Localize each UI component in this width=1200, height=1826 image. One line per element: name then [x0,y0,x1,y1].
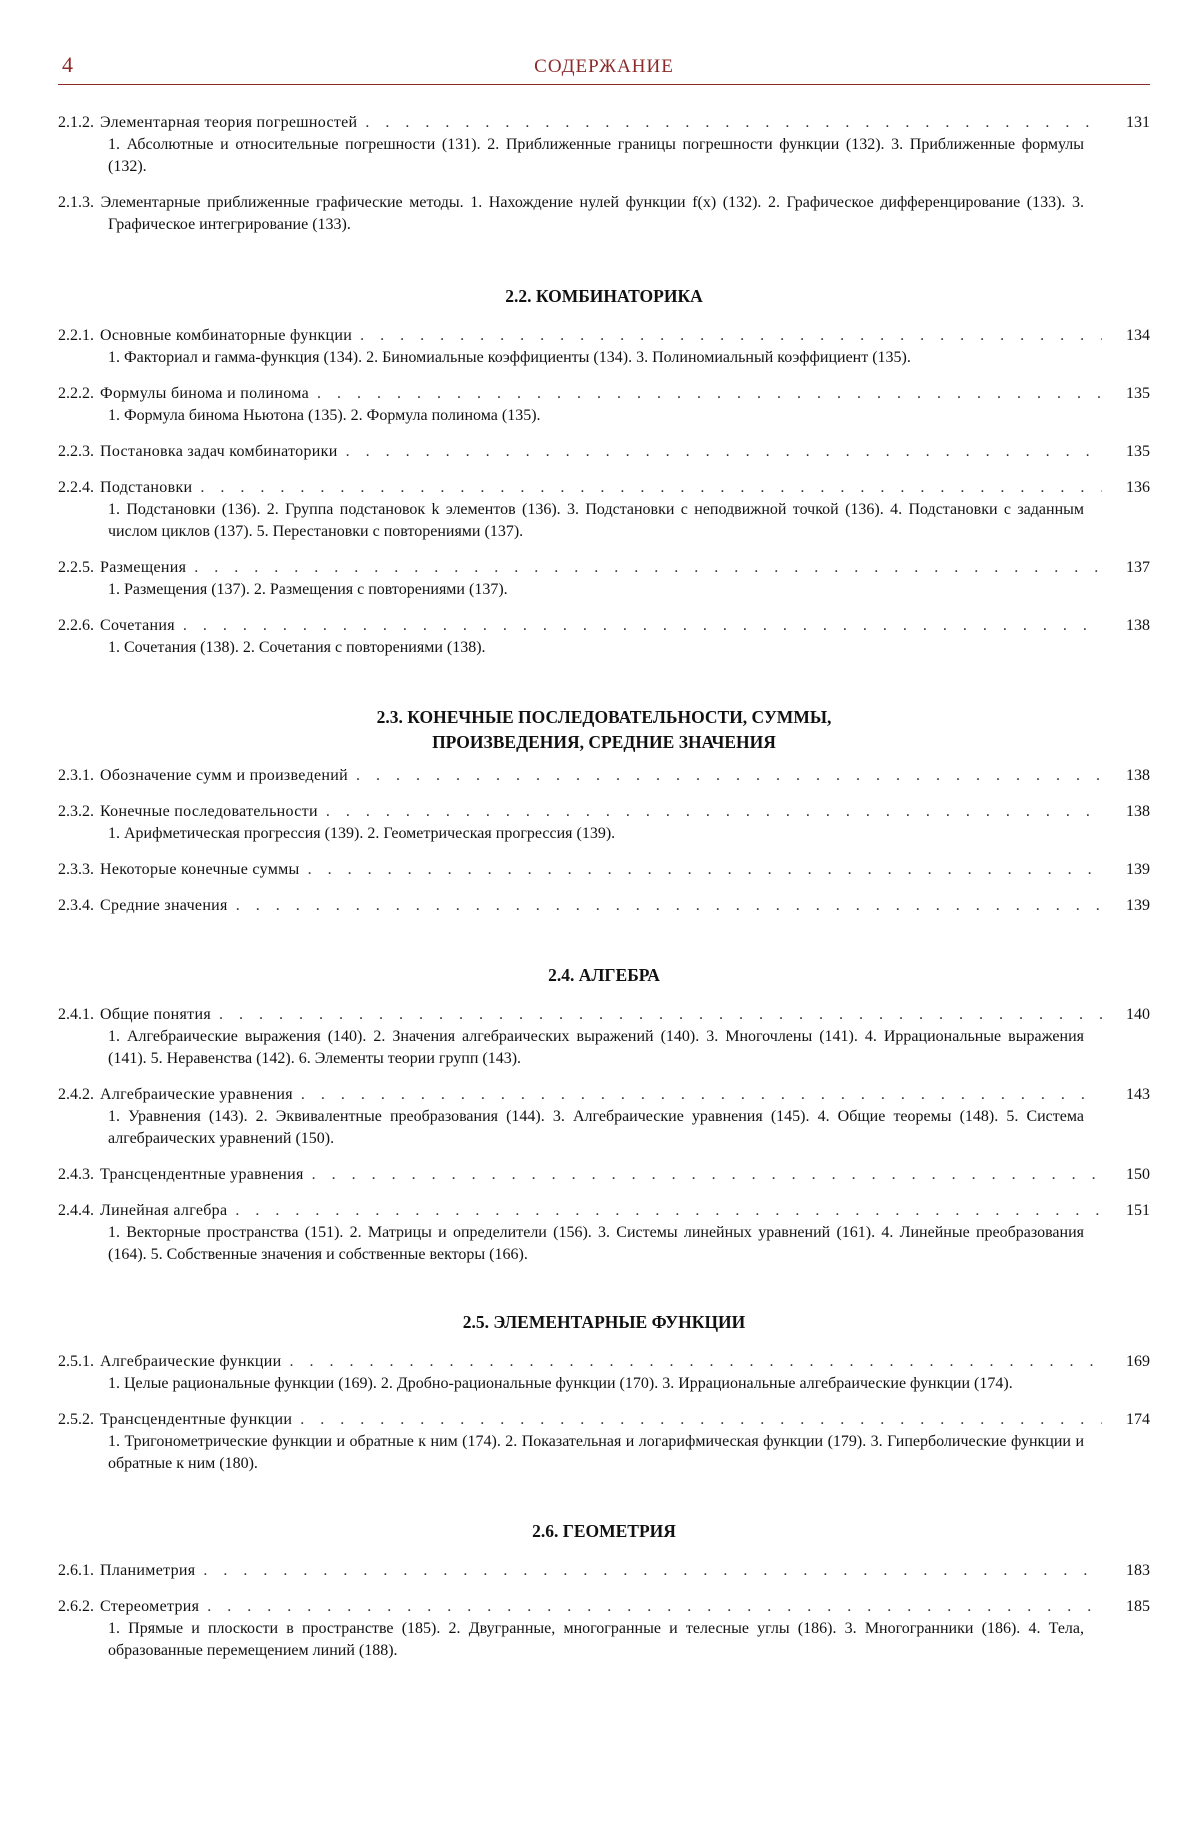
toc-content [58,112,1150,1662]
entry-title: Конечные последовательности [100,803,318,820]
toc-entry [58,765,1150,787]
entry-title: Стереометрия [100,1598,200,1615]
page-number: 4 [62,52,73,77]
entry-number: 2.3.4. [58,897,94,914]
entry-subtopics: 1. Размещения (137). 2. Размещения с повторениями (137). [108,581,508,598]
leader-dots [236,895,1102,917]
section-title [58,705,1150,755]
toc-entry [58,383,1150,427]
entry-page: 138 [1126,767,1150,784]
leader-dots [183,615,1102,637]
entry-subtopics: 1. Прямые и плоскости в пространстве (185). 2. Двугранные, многогранные и телесные углы (186). 3. Многогранники (186). 4. Тела, образованные перемещением линий (188). [108,1620,1084,1659]
leader-dots [365,112,1102,134]
entry-page: 131 [1126,114,1150,131]
toc-entry-paragraph: 2.1.3. Элементарные приближенные графические методы. 1. Нахождение нулей функции f(x) (132). 2. Графическое дифференцирование (133). 3. Графическое интегрирование (133). [58,194,1084,233]
toc-entry [58,1596,1150,1662]
entry-title: Трансцендентные функции [100,1411,293,1428]
entry-subtopics: 1. Подстановки (136). 2. Группа подстановок k элементов (136). 3. Подстановки с неподвижной точкой (136). 4. Подстановки с заданным числом циклов (137). 5. Перестановки с повторениями (137). [108,501,1084,540]
entry-title: Средние значения [100,897,228,914]
entry-page: 169 [1126,1353,1150,1370]
leader-dots [235,1200,1102,1222]
leader-dots [219,1004,1102,1026]
section-title-line-1: 2.3. КОНЕЧНЫЕ ПОСЛЕДОВАТЕЛЬНОСТИ, СУММЫ, [376,707,832,727]
entry-number: 2.6.2. [58,1598,94,1615]
toc-entry [58,1409,1150,1475]
toc-entry [58,441,1150,463]
entry-number: 2.2.5. [58,559,94,576]
entry-number: 2.5.1. [58,1353,94,1370]
section-title: 2.5. ЭЛЕМЕНТАРНЫЕ ФУНКЦИИ [462,1312,746,1332]
entry-title: Линейная алгебра [100,1202,228,1219]
section-title: 2.6. ГЕОМЕТРИЯ [532,1521,676,1541]
entry-page: 135 [1126,385,1150,402]
entry-title: Алгебраические функции [100,1353,282,1370]
toc-entry [58,1200,1150,1266]
entry-title: Общие понятия [100,1006,211,1023]
running-title: СОДЕРЖАНИЕ [534,56,674,77]
entry-number: 2.4.1. [58,1006,94,1023]
entry-title: Алгебраические уравнения [100,1086,293,1103]
leader-dots [346,441,1102,463]
entry-subtopics: 1. Алгебраические выражения (140). 2. Значения алгебраических выражений (140). 3. Многочлены (141). 4. Иррациональные выражения (141). 5. Неравенства (142). 6. Элементы теории групп (143). [108,1028,1084,1067]
toc-entry [58,557,1150,601]
entry-title: Сочетания [100,617,175,634]
entry-number: 2.2.1. [58,327,94,344]
entry-title: Обозначение сумм и произведений [100,767,348,784]
entry-subtopics: 1. Абсолютные и относительные погрешности (131). 2. Приближенные границы погрешности функции (132). 3. Приближенные формулы (132). [108,136,1084,175]
leader-dots [301,1084,1102,1106]
entry-subtopics: 1. Сочетания (138). 2. Сочетания с повторениями (138). [108,639,486,656]
page-header [58,48,1150,85]
entry-number: 2.2.3. [58,443,94,460]
toc-entry [58,1004,1150,1070]
entry-page: 183 [1126,1562,1150,1579]
entry-subtopics: 1. Арифметическая прогрессия (139). 2. Геометрическая прогрессия (139). [108,825,616,842]
toc-entry [58,1084,1150,1150]
entry-page: 134 [1126,327,1150,344]
leader-dots [317,383,1102,405]
entry-number: 2.2.2. [58,385,94,402]
toc-entry [58,1164,1150,1186]
entry-number: 2.5.2. [58,1411,94,1428]
toc-entry [58,1560,1150,1582]
entry-number: 2.2.4. [58,479,94,496]
toc-entry [58,859,1150,881]
leader-dots [194,557,1102,579]
toc-entry [58,801,1150,845]
entry-title: Подстановки [100,479,193,496]
entry-page: 135 [1126,443,1150,460]
toc-entry [58,112,1150,178]
entry-number: 2.3.1. [58,767,94,784]
entry-title: Размещения [100,559,187,576]
entry-page: 151 [1126,1202,1150,1219]
entry-page: 150 [1126,1166,1150,1183]
entry-page: 139 [1126,897,1150,914]
leader-dots [360,325,1102,347]
toc-entry [58,477,1150,543]
toc-entry [58,325,1150,369]
entry-subtopics: 1. Уравнения (143). 2. Эквивалентные преобразования (144). 3. Алгебраические уравнения (145). 4. Общие теоремы (148). 5. Система алгебраических уравнений (150). [108,1108,1084,1147]
entry-title: Планиметрия [100,1562,196,1579]
entry-page: 140 [1126,1006,1150,1023]
leader-dots [203,1560,1102,1582]
leader-dots [312,1164,1102,1186]
toc-entry [58,1351,1150,1395]
entry-number: 2.4.2. [58,1086,94,1103]
entry-subtopics: 1. Векторные пространства (151). 2. Матрицы и определители (156). 3. Системы линейных уравнений (161). 4. Линейные преобразования (164). 5. Собственные значения и собственные векторы (166). [108,1224,1084,1263]
entry-page: 185 [1126,1598,1150,1615]
leader-dots [326,801,1102,823]
entry-page: 143 [1126,1086,1150,1103]
toc-entry [58,895,1150,917]
entry-number: 2.4.3. [58,1166,94,1183]
section-title: 2.2. КОМБИНАТОРИКА [505,286,703,306]
entry-number: 2.1.2. [58,114,94,131]
entry-number: 2.3.2. [58,803,94,820]
entry-number: 2.6.1. [58,1562,94,1579]
entry-subtopics: 1. Целые рациональные функции (169). 2. Дробно-рациональные функции (170). 3. Иррациональные алгебраические функции (174). [108,1375,1013,1392]
leader-dots [207,1596,1102,1618]
entry-page: 137 [1126,559,1150,576]
entry-title: Элементарная теория погрешностей [100,114,358,131]
entry-number: 2.2.6. [58,617,94,634]
leader-dots [308,859,1102,881]
entry-number: 2.4.4. [58,1202,94,1219]
leader-dots [356,765,1102,787]
entry-title: Некоторые конечные суммы [100,861,300,878]
leader-dots [300,1409,1102,1431]
entry-subtopics: 1. Факториал и гамма-функция (134). 2. Биномиальные коэффициенты (134). 3. Полиномиальный коэффициент (135). [108,349,911,366]
entry-subtopics: 1. Формула бинома Ньютона (135). 2. Формула полинома (135). [108,407,541,424]
entry-number: 2.3.3. [58,861,94,878]
entry-title: Формулы бинома и полинома [100,385,309,402]
entry-title: Основные комбинаторные функции [100,327,353,344]
leader-dots [289,1351,1102,1373]
entry-title: Постановка задач комбинаторики [100,443,338,460]
leader-dots [200,477,1102,499]
entry-page: 174 [1126,1411,1150,1428]
entry-page: 136 [1126,479,1150,496]
entry-subtopics: 1. Тригонометрические функции и обратные к ним (174). 2. Показательная и логарифмическая функции (179). 3. Гиперболические функции и обратные к ним (180). [108,1433,1084,1472]
entry-page: 138 [1126,803,1150,820]
entry-title: Трансцендентные уравнения [100,1166,304,1183]
entry-page: 139 [1126,861,1150,878]
toc-entry [58,615,1150,659]
section-title: 2.4. АЛГЕБРА [548,965,660,985]
section-title-line-2: ПРОИЗВЕДЕНИЯ, СРЕДНИЕ ЗНАЧЕНИЯ [432,732,776,752]
entry-page: 138 [1126,617,1150,634]
